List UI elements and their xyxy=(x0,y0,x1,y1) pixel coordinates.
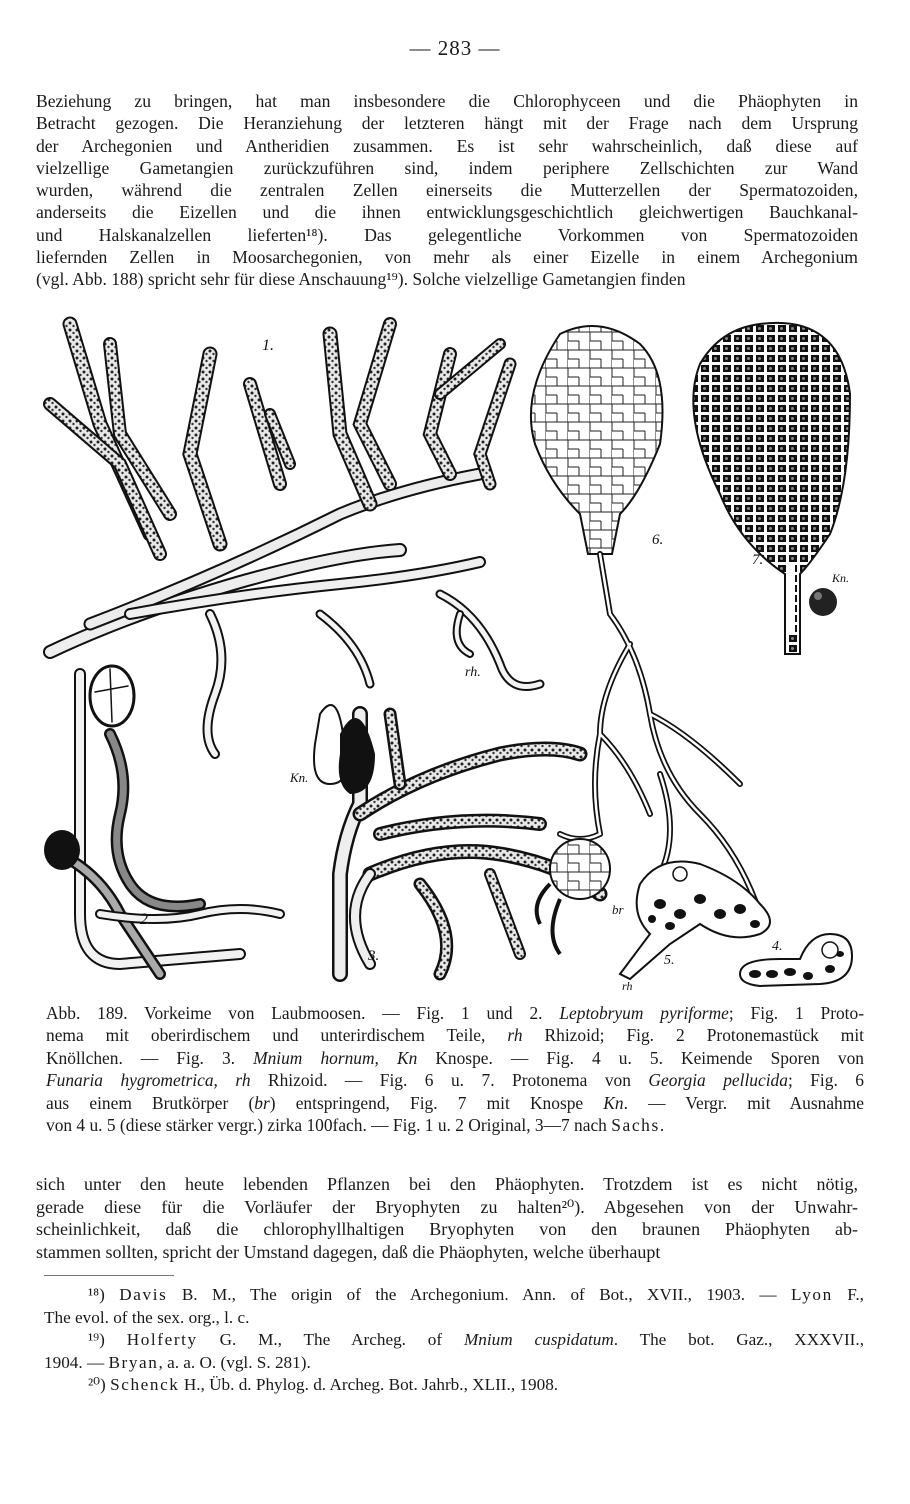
text-line: Betracht gezogen. Die Heranziehung der letzteren hängt mit der Frage nach dem Ursprung xyxy=(36,113,858,134)
caption-line: nema mit oberirdischem und unterirdischem Teile, rh Rhizoid; Fig. 2 Protonemastück mit xyxy=(46,1025,865,1046)
figure-4-label: 4. xyxy=(772,939,783,954)
figure-6-label: 6. xyxy=(652,532,664,548)
page-number: — 283 — xyxy=(409,36,501,60)
footnote-19: ¹⁹) Holferty G. M., The Archeg. of Mnium cuspidatum. The bot. Gaz., XXXVII., xyxy=(88,1330,864,1350)
footnote-18: ¹⁸) Davis B. M., The origin of the Archegonium. Ann. of Bot., XVII., 1903. — Lyon F., xyxy=(88,1285,864,1304)
figure-caption xyxy=(46,1002,864,1136)
caption-line: Abb. 189. Vorkeime von Laubmoosen. — Fig. 1 und 2. Leptobryum pyriforme; Fig. 1 Proto- xyxy=(46,1003,864,1023)
text-line: Beziehung zu bringen, hat man insbesondere die Chlorophyceen und die Phäophyten in xyxy=(36,91,858,111)
figure-7-drawing xyxy=(693,323,850,654)
caption-line: Funaria hygrometrica, rh Rhizoid. — Fig. 6 u. 7. Protonema von Georgia pellucida; Fig. 6 xyxy=(46,1070,864,1091)
figure-4-drawing xyxy=(740,934,852,986)
text-line: liefernden Zellen in Moosarchegonien, von mehr als einer Eizelle in einem Archegonium xyxy=(36,247,858,268)
text-line: anderseits die Eizellen und die ihnen entwicklungsgeschichtlich gleichwertigen Bauchkanal- xyxy=(36,202,858,223)
footnote-19-continued: 1904. — Bryan, a. a. O. (vgl. S. 281). xyxy=(44,1352,311,1372)
figure-1-label: 1. xyxy=(262,337,274,354)
protonema-illustration xyxy=(40,314,870,994)
text-line: scheinlichkeit, daß die chlorophyllhaltigen Bryophyten von den braunen Phäophyten ab- xyxy=(36,1219,858,1240)
caption-line: Knöllchen. — Fig. 3. Mnium hornum, Kn Knospe. — Fig. 4 u. 5. Keimende Sporen von xyxy=(46,1047,864,1068)
spore-rhizoid-label: rh xyxy=(622,979,633,993)
figure-7-label: 7. xyxy=(752,552,764,568)
text-line: und Halskanalzellen lieferten¹⁸). Das gelegentliche Vorkommen von Spermatozoiden xyxy=(36,224,858,245)
footnote-20: ²⁰) Schenck H., Üb. d. Phylog. d. Archeg. Bot. Jahrb., XLII., 1908. xyxy=(88,1375,559,1395)
text-line: vielzellige Gametangien zurückzuführen sind, indem periphere Zellschichten zur Wand xyxy=(36,157,858,178)
text-line: gerade diese für die Vorläufer der Bryophyten zu halten²⁰). Abgesehen von der Unwahr- xyxy=(36,1196,858,1217)
text-line: stammen sollten, spricht der Umstand dagegen, daß die Phäophyten, welche überhaupt xyxy=(36,1241,661,1262)
rhizoid-label: rh. xyxy=(465,665,481,680)
text-line: sich unter den heute lebenden Pflanzen bei den Phäophyten. Trotzdem ist es nicht nötig, xyxy=(36,1174,858,1194)
bud-label-fig3: Kn. xyxy=(290,770,309,785)
figure-2-drawing xyxy=(44,666,280,974)
figure-2-label: 2. xyxy=(140,911,152,928)
footnote-18-continued: The evol. of the sex. org., l. c. xyxy=(44,1307,250,1327)
footnotes xyxy=(44,1284,864,1397)
top-paragraph xyxy=(36,90,858,291)
gemma-label: br xyxy=(612,902,624,917)
caption-line: von 4 u. 5 (diese stärker vergr.) zirka 100fach. — Fig. 1 u. 2 Original, 3—7 nach Sachs. xyxy=(46,1115,665,1136)
figure-3-label: 3. xyxy=(368,948,380,964)
text-line: (vgl. Abb. 188) spricht sehr für diese Anschauung¹⁹). Solche vielzellige Gametangien finden xyxy=(36,269,686,290)
bottom-paragraph xyxy=(36,1173,858,1263)
figure-3-drawing xyxy=(314,705,600,974)
caption-line: aus einem Brutkörper (br) entspringend, Fig. 7 mit Knospe Kn. — Vergr. mit Ausnahme xyxy=(46,1092,864,1113)
bud-label-fig7: Kn. xyxy=(832,571,850,585)
text-line: der Archegonien und Antheridien zusammen. Es ist sehr wahrscheinlich, daß diese auf xyxy=(36,135,858,156)
text-line: wurden, während die zentralen Zellen einerseits die Mutterzellen der Spermatozoiden, xyxy=(36,180,858,201)
figure-5-label: 5. xyxy=(664,953,675,968)
footnote-divider xyxy=(44,1275,174,1276)
